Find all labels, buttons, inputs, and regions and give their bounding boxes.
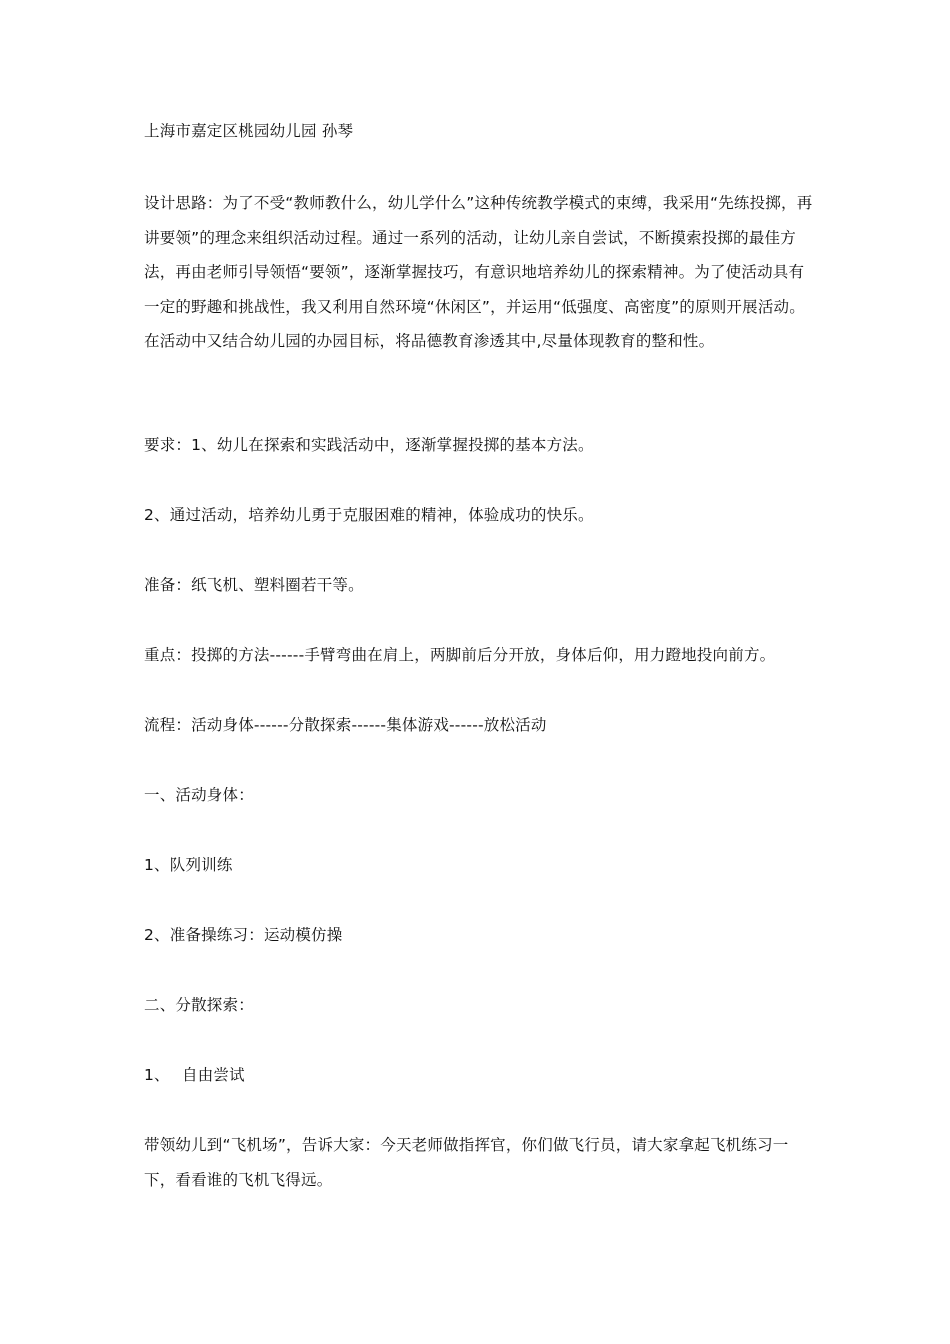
lead-paragraph: 带领幼儿到“飞机场”，告诉大家：今天老师做指挥官，你们做飞行员，请大家拿起飞机练习一下，看看谁的飞机飞得远。	[144, 1136, 789, 1189]
requirement-2: 2、通过活动，培养幼儿勇于克服困难的精神，体验成功的快乐。	[144, 506, 594, 524]
section-1-item-2: 2、准备操练习：运动模仿操	[144, 926, 343, 944]
preparation-line: 准备：纸飞机、塑料圈若干等。	[144, 576, 364, 594]
section-2-item-1-number: 1、	[144, 1066, 170, 1084]
section-2-item-1-text: 自由尝试	[182, 1066, 245, 1084]
section-2-title: 二、分散探索：	[144, 996, 254, 1014]
author-line: 上海市嘉定区桃园幼儿园 孙琴	[144, 122, 354, 140]
key-point-line: 重点：投掷的方法------手臂弯曲在肩上，两脚前后分开放，身体后仰，用力蹬地投向前方。	[144, 646, 776, 664]
section-2-item-1	[144, 1058, 814, 1093]
process-line: 流程：活动身体------分散探索------集体游戏------放松活动	[144, 716, 547, 734]
section-1-title: 一、活动身体：	[144, 786, 254, 804]
design-idea-paragraph: 设计思路：为了不受“教师教什么，幼儿学什么”这种传统教学模式的束缚，我采用“先练投掷，再讲要领”的理念来组织活动过程。通过一系列的活动，让幼儿亲自尝试，不断摸索投掷的最佳方法，再由老师引导领悟“要领”，逐渐掌握技巧，有意识地培养幼儿的探索精神。为了使活动具有一定的野趣和挑战性，我又利用自然环境“休闲区”，并运用“低强度、高密度”的原则开展活动。在活动中又结合幼儿园的办园目标，将品德教育渗透其中,尽量体现教育的整和性。	[144, 194, 813, 350]
requirement-1: 要求：1、幼儿在探索和实践活动中，逐渐掌握投掷的基本方法。	[144, 436, 594, 454]
section-1-item-1: 1、队列训练	[144, 856, 233, 874]
